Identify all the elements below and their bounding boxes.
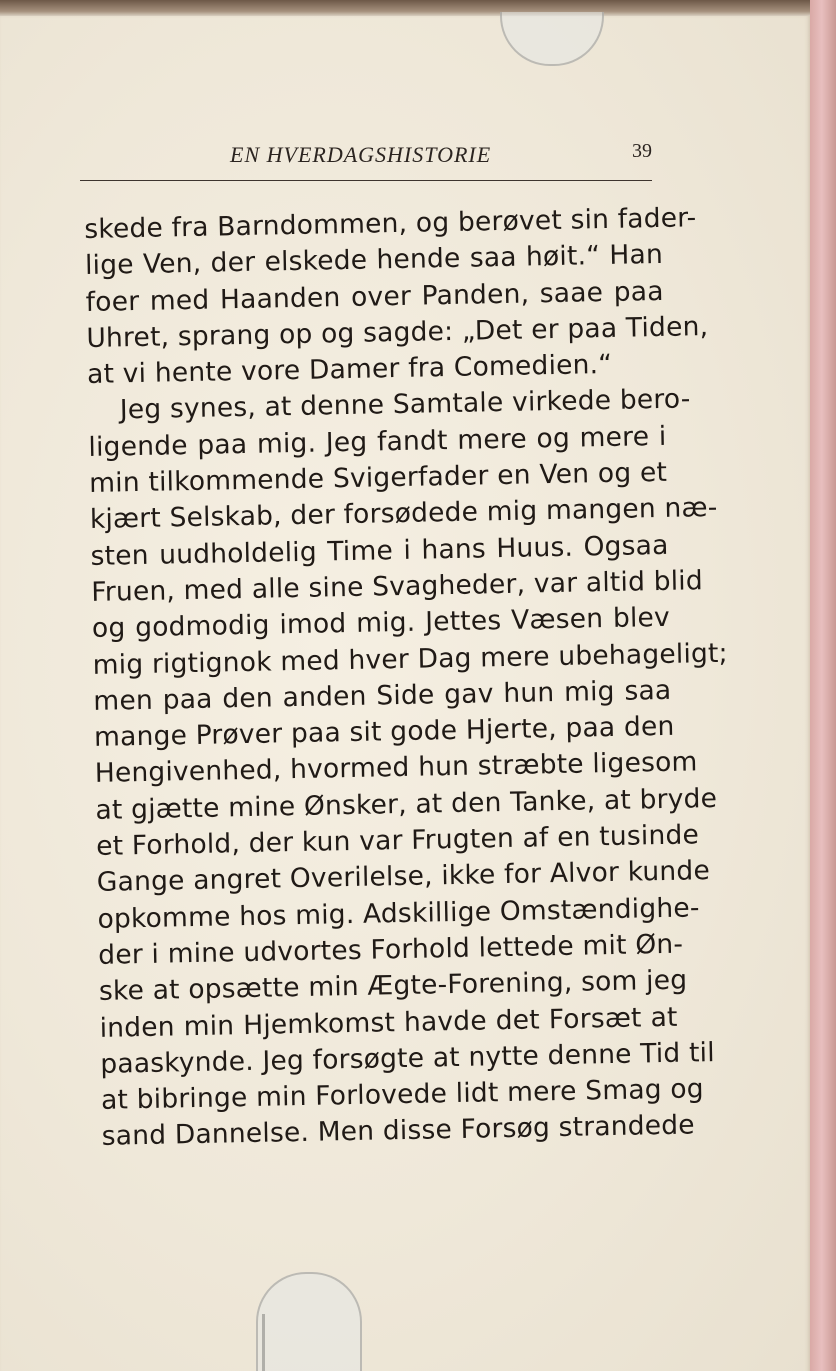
- body-text: [84, 201, 728, 1156]
- text-line: at bibringe min Forlovede lidt mere Smag og: [100, 1073, 705, 1116]
- page-top-edge: [0, 0, 812, 16]
- text-line: et Forhold, der kun var Frugten af en tusinde: [95, 819, 700, 862]
- text-line: paaskynde. Jeg forsøgte at nytte denne Tid til: [100, 1036, 716, 1080]
- running-title: EN HVERDAGSHISTORIE: [230, 142, 492, 167]
- text-line: min tilkommende Svigerfader en Ven og et: [88, 456, 668, 500]
- page-clip-bottom: [256, 1272, 362, 1371]
- text-line: foer med Haanden over Panden, saae paa: [85, 275, 664, 318]
- text-line: Uhret, sprang op og sagde: „Det er paa Tiden,: [86, 310, 709, 354]
- text-line: ske at opsætte min Ægte-Forening, som jeg: [98, 964, 688, 1008]
- running-head: [80, 138, 652, 178]
- text-line: at gjætte mine Ønsker, at den Tanke, at bryde: [95, 782, 718, 826]
- text-line: lige Ven, der elskede hende saa høit.“ Han: [84, 239, 664, 282]
- text-line: skede fra Barndommen, og berøvet sin fader-: [84, 202, 697, 245]
- text-line: mange Prøver paa sit gode Hjerte, paa den: [93, 710, 675, 754]
- text-line: men paa den anden Side gav hun mig saa: [93, 674, 672, 717]
- text-line: opkomme hos mig. Adskillige Omstændighe-: [97, 891, 700, 935]
- text-line: at vi hente vore Damer fra Comedien.“: [86, 349, 613, 391]
- text-line: sand Dannelse. Men disse Forsøg strandede: [101, 1109, 696, 1153]
- header-rule: [80, 180, 652, 181]
- text-line: Jeg synes, at denne Samtale virkede bero-: [119, 383, 691, 426]
- text-line: sten uudholdelig Time i hans Huus. Ogsaa: [90, 529, 669, 572]
- text-line: Hengivenhed, hvormed hun stræbte ligesom: [94, 746, 698, 790]
- text-line: kjært Selskab, der forsødede mig mangen næ-: [89, 492, 718, 536]
- text-line: ligende paa mig. Jeg fandt mere og mere i: [88, 420, 667, 463]
- text-line: der i mine udvortes Forhold lettede mit Øn-: [97, 928, 684, 971]
- page-number: 39: [632, 140, 652, 162]
- text-line: inden min Hjemkomst havde det Forsæt at: [99, 1001, 678, 1044]
- text-line: Gange angret Overilelse, ikke for Alvor kunde: [96, 855, 711, 899]
- text-line: og godmodig imod mig. Jettes Væsen blev: [91, 602, 671, 645]
- page-side-edge: [810, 0, 836, 1371]
- text-line: mig rigtignok med hver Dag mere ubehageligt;: [92, 637, 728, 681]
- text-line: Fruen, med alle sine Svagheder, var altid blid: [91, 565, 704, 608]
